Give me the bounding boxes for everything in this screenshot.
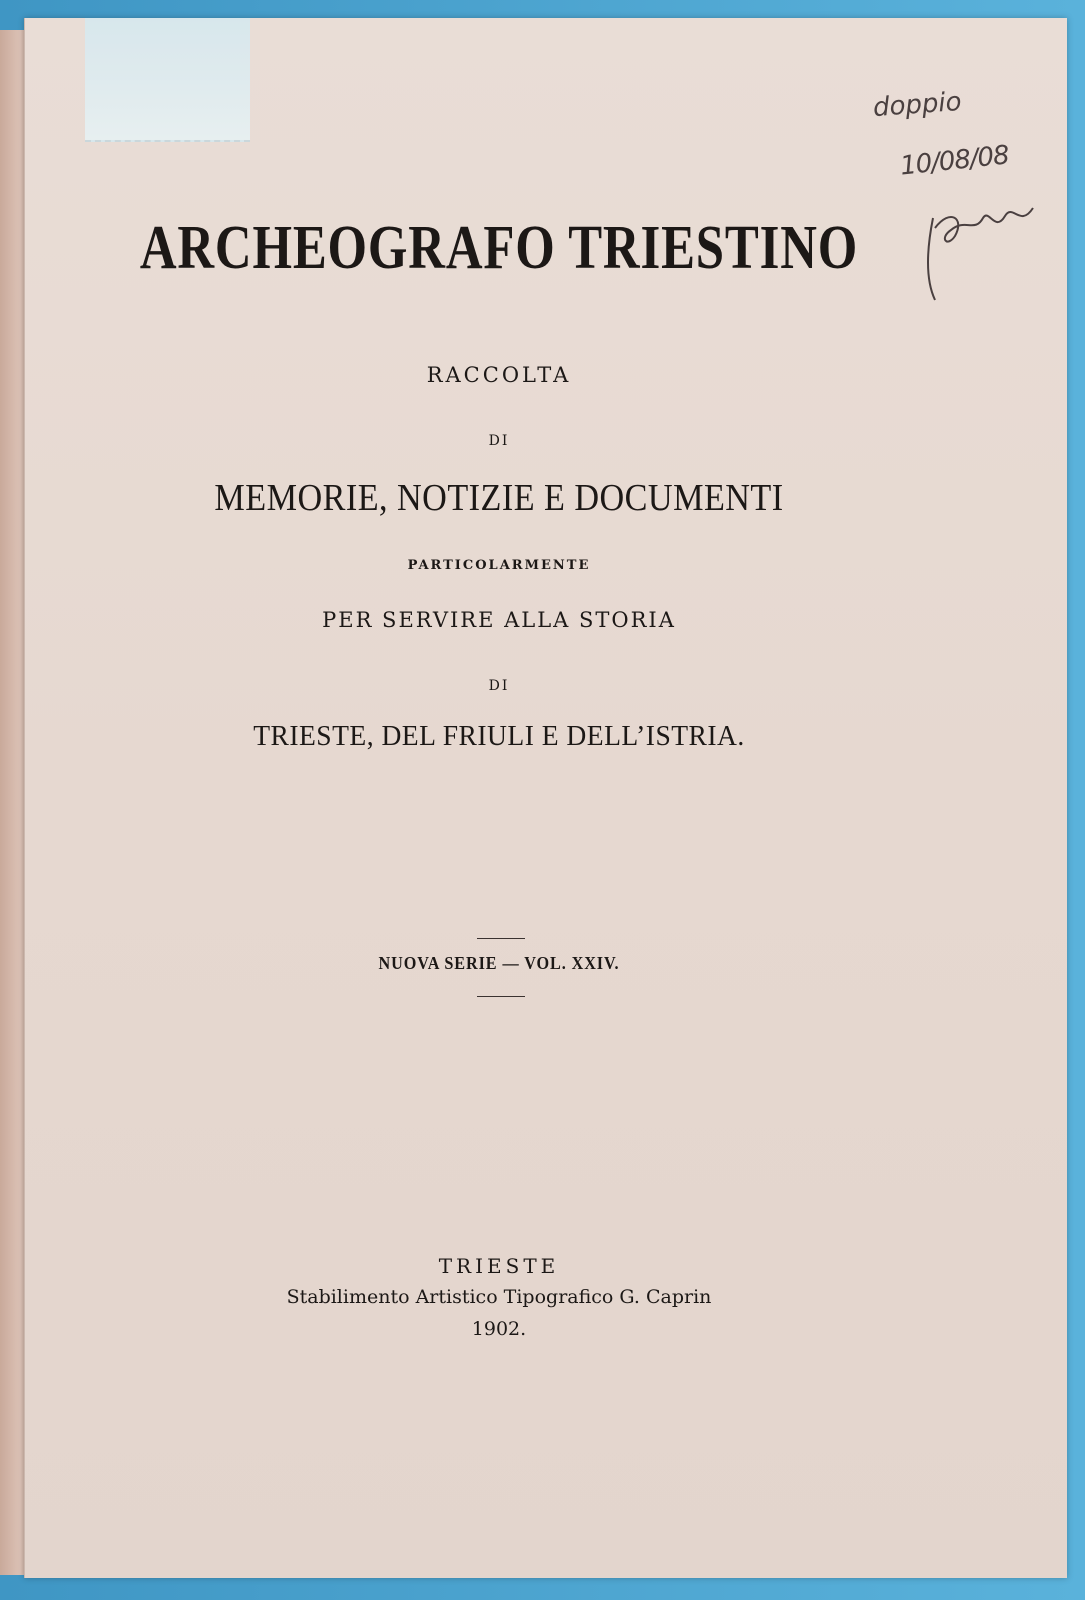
handwritten-signature: [855, 68, 1055, 308]
handwritten-line-2: 10/08/08: [898, 140, 1011, 182]
subtitle-region: TRIESTE, DEL FRIULI E DELL’ISTRIA.: [253, 720, 745, 752]
journal-title: ARCHEOGRAFO TRIESTINO: [139, 214, 859, 282]
handwritten-line-1: doppio: [872, 86, 963, 124]
series-rule-top: [477, 938, 525, 939]
imprint-city: TRIESTE: [438, 1254, 560, 1278]
handwritten-annotation: [855, 68, 1055, 308]
imprint-printer: Stabilimento Artistico Tipografico G. Caprin: [286, 1286, 712, 1308]
imprint-year: 1902.: [471, 1318, 527, 1340]
subtitle-per-servire: PER SERVIRE ALLA STORIA: [322, 608, 676, 632]
connector-di-2: DI: [488, 678, 510, 694]
subtitle-memorie: MEMORIE, NOTIZIE E DOCUMENTI: [214, 477, 784, 519]
title-page: [24, 18, 1067, 1578]
subtitle-raccolta: RACCOLTA: [426, 363, 572, 387]
connector-di-1: DI: [488, 433, 510, 449]
adhesive-tape: [85, 18, 250, 142]
series-rule-bottom: [477, 996, 525, 997]
series-volume: NUOVA SERIE — VOL. XXIV.: [378, 953, 620, 973]
subtitle-particolarmente: PARTICOLARMENTE: [407, 558, 591, 573]
